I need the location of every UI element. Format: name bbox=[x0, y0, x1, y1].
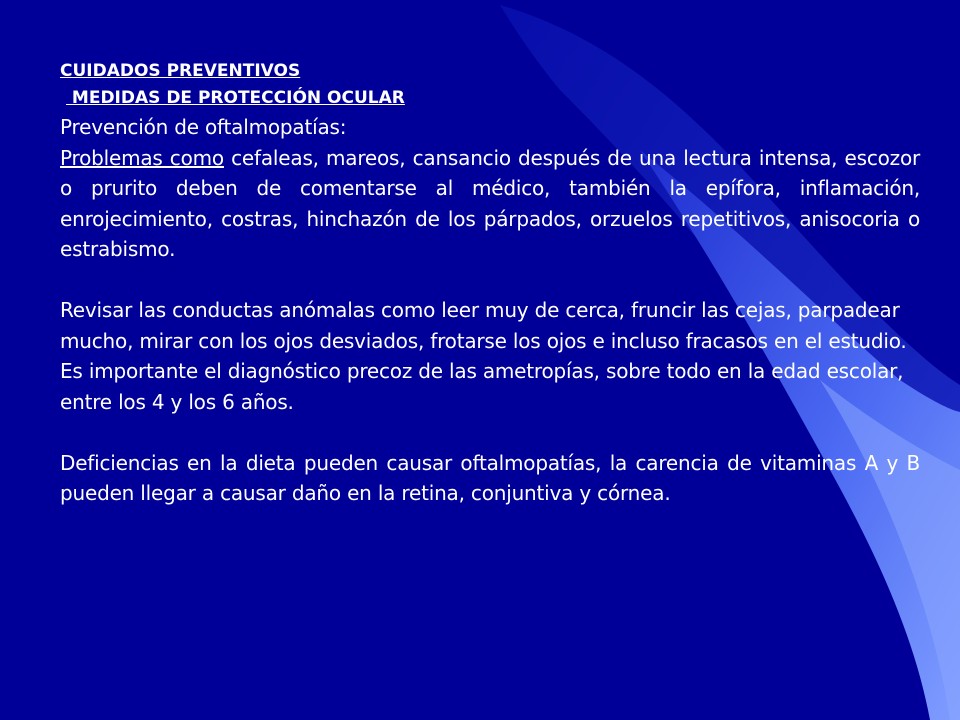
slide-body bbox=[60, 112, 920, 509]
underlined-lead: Problemas como bbox=[60, 145, 224, 170]
paragraph-diagnostico: Es importante el diagnóstico precoz de las ametropías, sobre todo en la edad escolar, entre los 4 y los 6 años. bbox=[60, 359, 904, 414]
paragraph-problemas bbox=[60, 143, 920, 265]
paragraph-problemas-text: cefaleas, mareos, cansancio después de una lectura intensa, escozor o prurito deben de comentarse al médico, también la epífora, inflamación, enrojecimiento, costras, hinchazón de los párpados, orzuelos repetitivos, anisocoria o estrabismo. bbox=[60, 145, 921, 261]
heading-cuidados: CUIDADOS PREVENTIVOS bbox=[60, 61, 301, 81]
paragraph-conductas: Revisar las conductas anómalas como leer muy de cerca, fruncir las cejas, parpadear mucho, mirar con los ojos desviados, frotarse los ojos e incluso fracasos en el estudio. bbox=[60, 298, 907, 353]
paragraph-deficiencias: Deficiencias en la dieta pueden causar oftalmopatías, la carencia de vitaminas A y B pueden llegar a causar daño en la retina, conjuntiva y córnea. bbox=[60, 450, 920, 505]
subtitle-prevencion: Prevención de oftalmopatías: bbox=[60, 115, 347, 139]
heading-medidas: MEDIDAS DE PROTECCIÓN OCULAR bbox=[66, 88, 405, 108]
slide-content bbox=[60, 58, 920, 509]
